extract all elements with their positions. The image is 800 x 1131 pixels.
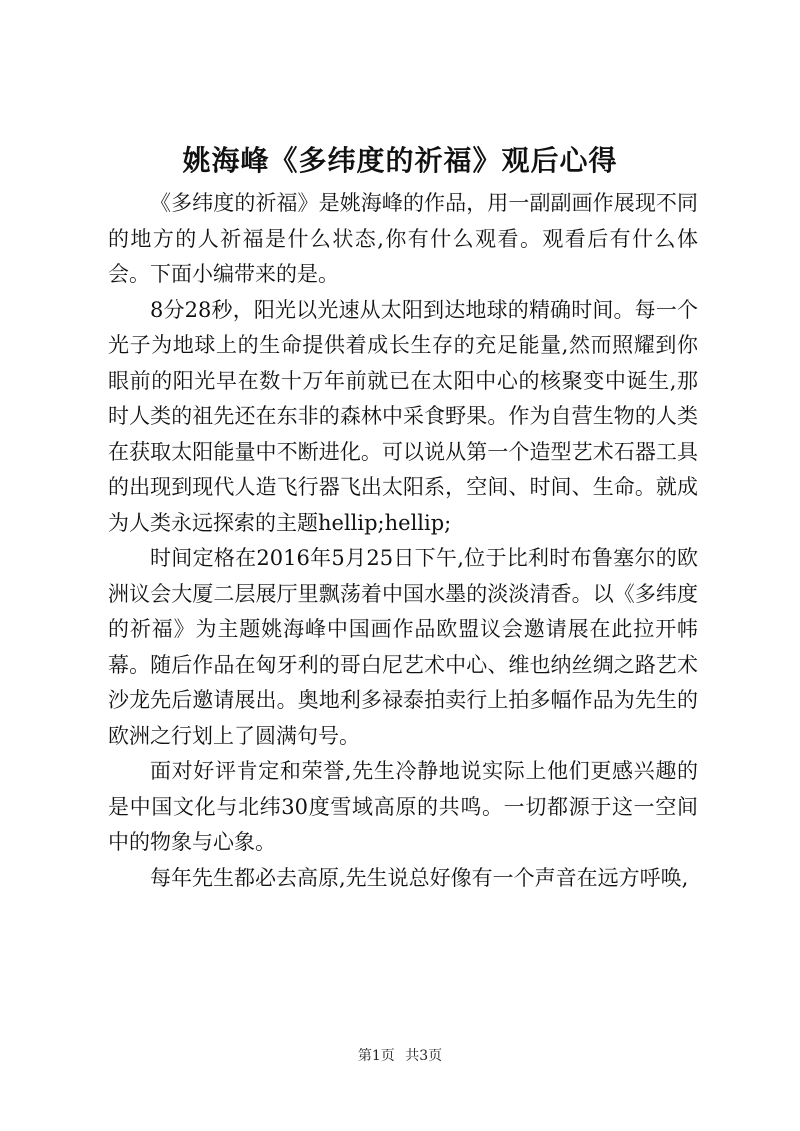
paragraph-5: 每年先生都必去高原,先生说总好像有一个声音在远方呼唤, bbox=[150, 865, 689, 890]
paragraph-3: 时间定格在2016年5月25日下午,位于比利时布鲁塞尔的欧洲议会大厦二层展厅里飘荡着中国水墨的淡淡清香。以《多纬度的祈福》为主题姚海峰中国画作品欧盟议会邀请展在此拉开帏幕。随后作品在匈牙利的哥白尼艺术中心、维也纳丝绸之路艺术沙龙先后邀请展出。奥地利多禄泰拍卖行上拍多幅作品为先生的欧洲之行划上了圆满句号。 bbox=[108, 546, 698, 748]
page-number: 第1页 bbox=[357, 1048, 395, 1064]
paragraph-4: 面对好评肯定和荣誉,先生冷静地说实际上他们更感兴趣的是中国文化与北纬30度雪域高原的共鸣。一切都源于这一空间中的物象与心象。 bbox=[108, 759, 698, 854]
document-title: 姚海峰《多纬度的祈福》观后心得 bbox=[182, 144, 618, 177]
total-pages: 共3页 bbox=[405, 1048, 443, 1064]
paragraph-2: 8分28秒，阳光以光速从太阳到达地球的精确时间。每一个光子为地球上的生命提供着成长生存的充足能量,然而照耀到你眼前的阳光早在数十万年前就已在太阳中心的核聚变中诞生,那时人类的祖先还在东非的森林中采食野果。作为自营生物的人类在获取太阳能量中不断进化。可以说从第一个造型艺术石器工具的出现到现代人造飞行器飞出太阳系，空间、时间、生命。就成为人类永远探索的主题hellip;hellip; bbox=[108, 297, 698, 535]
page-footer bbox=[0, 1046, 800, 1066]
paragraph-1: 《多纬度的祈福》是姚海峰的作品，用一副副画作展现不同的地方的人祈福是什么状态,你有什么观看。观看后有什么体会。下面小编带来的是。 bbox=[108, 191, 698, 286]
document-body bbox=[108, 186, 698, 896]
